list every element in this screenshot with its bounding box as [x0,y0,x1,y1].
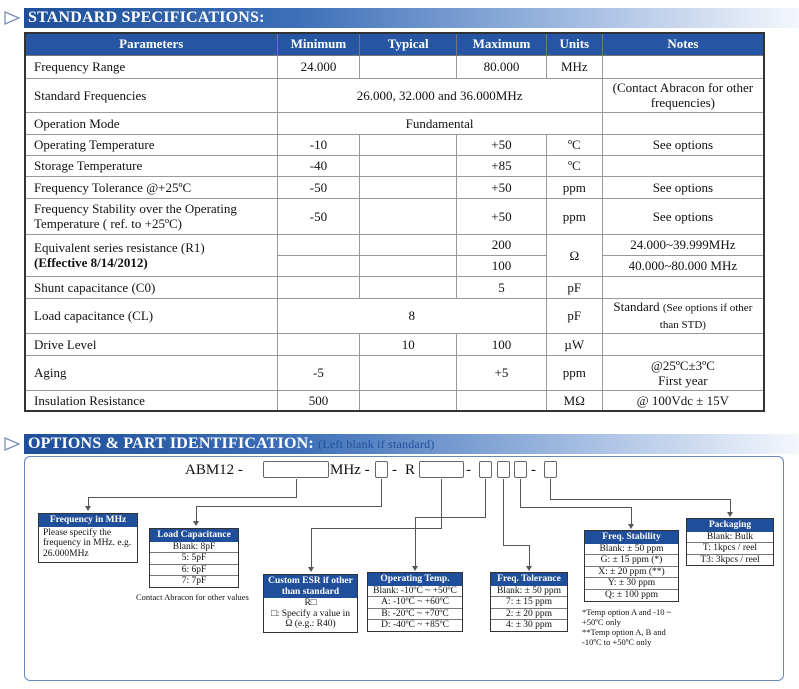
note [602,298,764,333]
max: 100 [457,333,547,355]
options-subtitle: (Left blank if standard) [318,437,435,451]
option-row: Blank: ± 50 ppm [599,543,664,554]
param: Load capacitance (CL) [25,298,277,333]
col-typical: Typical [360,33,457,55]
max: +50 [457,198,547,234]
connector [550,499,731,500]
box-r: R□ [304,598,317,609]
param: Frequency Tolerance @+25ºC [25,176,277,198]
max: 100 [457,255,547,276]
min: -10 [277,134,360,155]
box-title: Packaging [687,519,773,532]
param: Shunt capacitance (C0) [25,276,277,298]
min: 24.000 [277,55,360,78]
param: Frequency Range [25,55,277,78]
box-title: Operating Temp. [368,573,462,586]
note-line2: First year [658,372,708,388]
part-prefix: ABM12 - [185,462,243,478]
connector [296,479,297,497]
connector [503,479,504,545]
table-row [25,355,764,390]
connector [88,497,297,498]
table-row [25,176,764,198]
unit: MΩ [546,390,602,411]
temp-option-box [367,572,463,632]
table-row [25,298,764,333]
arrow-down-icon [85,506,91,511]
arrow-down-icon [193,521,199,526]
box-title: Custom ESR if other than standard [264,575,357,598]
option-row: Blank: ± 50 ppm [496,585,562,596]
unit: µW [546,333,602,355]
value: 8 [277,298,546,333]
max: 200 [457,234,547,255]
connector [196,506,382,507]
part-dash: - [531,462,536,478]
max: +5 [457,355,547,390]
note-line1: @25ºC±3ºC [650,357,715,373]
connector [485,479,486,517]
part-r: R [405,462,416,478]
unit: ppm [546,198,602,234]
max: +50 [457,134,547,155]
connector [503,545,530,546]
option-row: A: -10ºC ~ +60ºC [368,596,462,608]
table-row [25,390,764,411]
max: +85 [457,155,547,176]
freq-slot [263,461,329,478]
unit: pF [546,298,602,333]
param: Drive Level [25,333,277,355]
col-maximum: Maximum [457,33,547,55]
note: See options [602,176,764,198]
arrow-down-icon [727,512,733,517]
stability-note-2: **Temp option A, B and -10ºC to +50ºC only [582,627,666,647]
box-title: Frequency in MHz [39,514,137,527]
unit: pF [546,276,602,298]
table-row [25,78,764,112]
note: (Contact Abracon for other frequencies) [602,78,764,112]
connector [529,545,530,566]
arrow-down-icon [412,566,418,571]
connector [311,528,312,567]
part-dash: - [392,462,397,478]
spec-section-title: STANDARD SPECIFICATIONS: [24,8,799,28]
note-sub: (See options if other than STD) [659,301,753,331]
min: -50 [277,198,360,234]
value: 26.000, 32.000 and 36.000MHz [277,78,602,112]
param: Aging [25,355,277,390]
param: Insulation Resistance [25,390,277,411]
box-title: Load Capacitance [150,529,238,542]
pack-slot [544,461,557,478]
option-row: 5: 5pF [150,552,238,564]
note-main: Standard [613,298,660,314]
note: 24.000~39.999MHz [602,234,764,255]
load-slot [375,461,388,478]
temp-slot [479,461,492,478]
option-row: 6: 6pF [150,564,238,576]
option-row: Blank: Bulk [706,531,754,542]
param-note: (Effective 8/14/2012) [34,255,148,270]
connector [311,528,442,529]
note: See options [602,134,764,155]
connector [415,517,416,566]
col-notes: Notes [602,33,764,55]
part-dash: - [466,462,471,478]
box-title: Freq. Tolerance [491,573,567,586]
note: See options [602,198,764,234]
min: -5 [277,355,360,390]
param-esr [25,234,277,276]
connector [415,517,486,518]
connector [730,499,731,512]
unit: MHz [546,55,602,78]
table-row [25,134,764,155]
option-row: Blank: 8pF [172,541,216,552]
stability-option-box [584,530,679,602]
min: 500 [277,390,360,411]
max: 80.000 [457,55,547,78]
unit: ºC [546,134,602,155]
max: +50 [457,176,547,198]
load-option-box [149,528,239,588]
option-row: 4: ± 30 ppm [491,619,567,631]
option-row: 2: ± 20 ppm [491,608,567,620]
option-row: X: ± 20 ppm (**) [585,566,678,578]
options-section-title [24,434,799,454]
unit: Ω [546,234,602,276]
col-parameters: Parameters [25,33,277,55]
esr-option-box [263,574,358,633]
note [602,355,764,390]
tol-slot [497,461,510,478]
connector [381,479,382,506]
value: Fundamental [277,112,602,134]
connector [520,507,632,508]
param: Standard Frequencies [25,78,277,112]
connector [196,506,197,521]
param: Operating Temperature [25,134,277,155]
table-row [25,112,764,134]
param: Frequency Stability over the Operating Temperature ( ref. to +25ºC) [25,198,277,234]
freq-option-box [38,513,138,563]
table-row [25,234,764,255]
connector [631,507,632,524]
param: Storage Temperature [25,155,277,176]
arrow-bullet-icon [4,437,20,451]
table-row [25,333,764,355]
part-mhz: MHz - [330,462,370,478]
option-row: B: -20ºC ~ +70ºC [368,608,462,620]
min: -50 [277,176,360,198]
option-row: 7: ± 15 ppm [491,596,567,608]
option-row: G: ± 15 ppm (*) [585,554,678,566]
connector [550,479,551,499]
col-minimum: Minimum [277,33,360,55]
unit: ppm [546,355,602,390]
table-row [25,198,764,234]
table-header-row [25,33,764,55]
table-row [25,55,764,78]
option-row: D: -40ºC ~ +85ºC [368,619,462,631]
table-row [25,155,764,176]
max: 5 [457,276,547,298]
arrow-down-icon [308,567,314,572]
param: Operation Mode [25,112,277,134]
options-title: OPTIONS & PART IDENTIFICATION: [28,435,314,452]
option-row: Blank: -10ºC ~ +50ºC [373,585,457,596]
connector [441,479,442,528]
unit: ppm [546,176,602,198]
connector [520,479,521,507]
option-row: 7: 7pF [150,575,238,587]
table-row [25,276,764,298]
stab-slot [514,461,527,478]
min: -40 [277,155,360,176]
box-body: □: Specify a value in Ω (e.g.: R40) [270,608,351,630]
spec-table [24,32,765,412]
option-row: Y: ± 30 ppm [585,577,678,589]
arrow-down-icon [628,524,634,529]
option-row: T: 1kpcs / reel [687,542,773,554]
option-row: T3: 3kpcs / reel [687,554,773,566]
arrow-bullet-icon [4,11,20,25]
box-title: Freq. Stability [585,531,678,544]
box-body: Please specify the frequency in MHz. e.g. 26.000MHz [43,527,132,559]
stability-note-1: *Temp option A and -10 ~ +50ºC only [582,607,672,627]
option-row: Q: ± 100 ppm [585,589,678,601]
unit: ºC [546,155,602,176]
packaging-option-box [686,518,774,566]
load-note: Contact Abracon for other values [136,592,249,602]
param: Equivalent series resistance (R1) [34,240,205,255]
connector [88,497,89,506]
note: 40.000~80.000 MHz [602,255,764,276]
esr-slot [419,461,464,478]
note: @ 100Vdc ± 15V [602,390,764,411]
tolerance-option-box [490,572,568,632]
arrow-down-icon [526,566,532,571]
col-units: Units [546,33,602,55]
typ: 10 [360,333,457,355]
